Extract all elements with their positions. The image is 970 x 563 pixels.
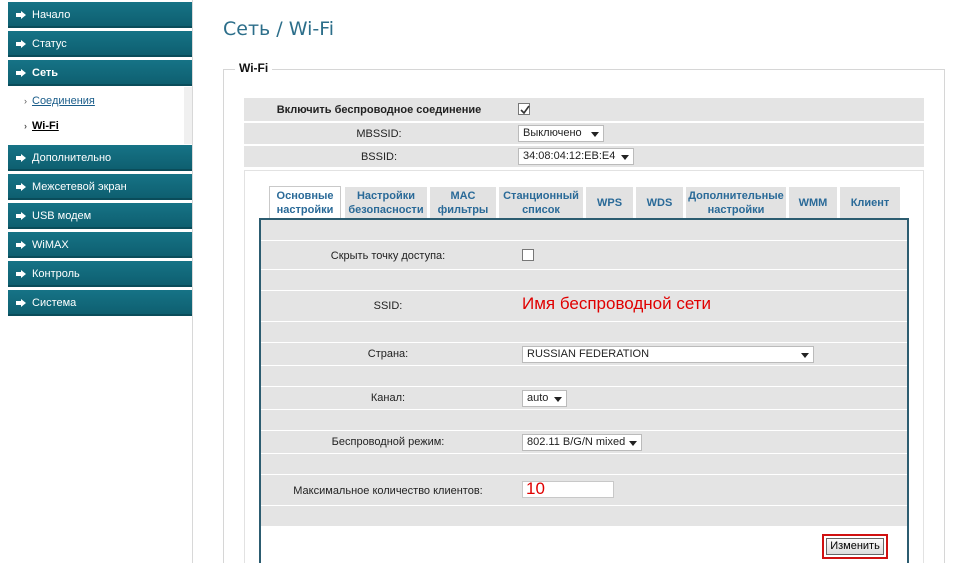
bssid-row bbox=[244, 146, 924, 168]
tab-wmm[interactable] bbox=[789, 187, 837, 218]
chevron-down-icon bbox=[629, 441, 637, 446]
channel-value: auto bbox=[527, 392, 549, 404]
max-clients-label: Максимальное количество клиентов: bbox=[293, 485, 483, 497]
tab-label: WDS bbox=[646, 196, 673, 209]
ssid-input[interactable] bbox=[522, 294, 711, 314]
sidebar-subitem-connections[interactable] bbox=[24, 95, 95, 107]
sidebar-item-label: Статус bbox=[32, 38, 67, 50]
chevron-down-icon bbox=[554, 397, 562, 402]
channel-label: Канал: bbox=[370, 392, 406, 404]
chevron-down-icon bbox=[801, 353, 809, 358]
tab-label: фильтры bbox=[437, 203, 489, 216]
bullet-icon: › bbox=[24, 96, 27, 106]
sidebar bbox=[0, 0, 193, 563]
tab-wps[interactable] bbox=[586, 187, 633, 218]
chevron-down-icon bbox=[621, 155, 629, 160]
sidebar-item-start[interactable] bbox=[8, 2, 192, 28]
enable-wireless-checkbox[interactable] bbox=[518, 103, 530, 121]
country-row bbox=[261, 343, 907, 365]
arrow-right-icon bbox=[16, 232, 28, 258]
row-spacer bbox=[261, 410, 907, 430]
mbssid-value: Выключено bbox=[523, 127, 582, 139]
max-clients-input[interactable] bbox=[522, 481, 614, 498]
hide-ap-row bbox=[261, 241, 907, 269]
sidebar-item-label: Сеть bbox=[32, 67, 59, 79]
tab-label: настройки bbox=[707, 203, 765, 216]
arrow-right-icon bbox=[16, 2, 28, 28]
arrow-right-icon bbox=[16, 60, 28, 86]
country-value: RUSSIAN FEDERATION bbox=[527, 348, 650, 360]
arrow-right-icon bbox=[16, 290, 28, 316]
tab-label: MAC bbox=[450, 189, 476, 202]
page-title: Сеть / Wi-Fi bbox=[223, 18, 335, 40]
tab-label: Настройки bbox=[356, 189, 416, 202]
checkbox-unchecked[interactable] bbox=[522, 249, 534, 261]
row-spacer bbox=[261, 454, 907, 474]
max-clients-row bbox=[261, 475, 907, 505]
enable-wireless-label: Включить беспроводное соединение bbox=[276, 104, 482, 116]
tab-label: Клиент bbox=[850, 196, 890, 209]
arrow-right-icon bbox=[16, 261, 28, 287]
row-spacer bbox=[261, 366, 907, 386]
sidebar-item-firewall[interactable] bbox=[8, 174, 192, 200]
mbssid-row bbox=[244, 123, 924, 145]
sidebar-item-label: USB модем bbox=[32, 210, 92, 222]
max-clients-value: 10 bbox=[526, 479, 545, 498]
sidebar-item-label: Межсетевой экран bbox=[32, 181, 127, 193]
row-spacer bbox=[261, 270, 907, 290]
wireless-mode-select[interactable] bbox=[522, 434, 642, 451]
save-button[interactable]: Изменить bbox=[826, 538, 884, 555]
sidebar-item-label: Дополнительно bbox=[32, 152, 112, 164]
tab-mac-filters[interactable] bbox=[430, 187, 496, 218]
checkmark-icon bbox=[519, 104, 531, 116]
tab-label: WPS bbox=[596, 196, 623, 209]
tab-label: Станционный bbox=[503, 189, 579, 202]
tab-label: настройки bbox=[276, 204, 334, 216]
checkbox-checked[interactable] bbox=[518, 103, 530, 115]
sidebar-item-label: Контроль bbox=[32, 268, 80, 280]
sidebar-item-advanced[interactable] bbox=[8, 145, 192, 171]
row-spacer bbox=[261, 322, 907, 342]
tab-station-list[interactable] bbox=[499, 187, 583, 218]
row-spacer bbox=[261, 506, 907, 526]
sidebar-item-wimax[interactable] bbox=[8, 232, 192, 258]
tab-label: WMM bbox=[798, 196, 828, 209]
tab-label: Дополнительные bbox=[688, 189, 784, 202]
tab-security-settings[interactable] bbox=[345, 187, 427, 218]
sidebar-item-system[interactable] bbox=[8, 290, 192, 316]
hide-ap-label: Скрыть точку доступа: bbox=[330, 250, 446, 262]
arrow-right-icon bbox=[16, 31, 28, 57]
wireless-mode-label: Беспроводной режим: bbox=[331, 436, 445, 448]
bssid-value: 34:08:04:12:EB:E4 bbox=[523, 150, 616, 162]
row-spacer bbox=[261, 220, 907, 240]
wireless-mode-row bbox=[261, 431, 907, 453]
tab-advanced-settings[interactable] bbox=[686, 187, 786, 218]
save-button-highlight bbox=[822, 534, 888, 559]
wireless-mode-value: 802.11 B/G/N mixed bbox=[527, 436, 626, 448]
mbssid-label: MBSSID: bbox=[356, 128, 402, 140]
wifi-legend: Wi-Fi bbox=[235, 61, 272, 75]
ssid-value: Имя беспроводной сети bbox=[522, 294, 712, 313]
tab-client[interactable] bbox=[840, 187, 900, 218]
bullet-icon: › bbox=[24, 121, 27, 131]
channel-row bbox=[261, 387, 907, 409]
channel-select[interactable] bbox=[522, 390, 567, 407]
tab-label: список bbox=[522, 203, 560, 216]
sidebar-item-control[interactable] bbox=[8, 261, 192, 287]
sidebar-item-status[interactable] bbox=[8, 31, 192, 57]
tab-wds[interactable] bbox=[636, 187, 683, 218]
bssid-select[interactable] bbox=[518, 148, 634, 166]
chevron-down-icon bbox=[591, 132, 599, 137]
sidebar-subitem-label: Wi-Fi bbox=[32, 120, 59, 132]
arrow-right-icon bbox=[16, 203, 28, 229]
arrow-right-icon bbox=[16, 145, 28, 171]
ssid-row bbox=[261, 291, 907, 321]
sidebar-subitem-label: Соединения bbox=[32, 95, 95, 107]
mbssid-select[interactable] bbox=[518, 125, 604, 143]
tab-label: Основные bbox=[276, 190, 334, 202]
sidebar-item-label: WiMAX bbox=[32, 239, 69, 251]
sidebar-item-label: Начало bbox=[32, 9, 71, 21]
sidebar-item-label: Система bbox=[32, 297, 77, 309]
country-select[interactable] bbox=[522, 346, 814, 363]
sidebar-item-network[interactable] bbox=[8, 60, 192, 86]
hide-ap-checkbox[interactable] bbox=[522, 249, 534, 261]
country-label: Страна: bbox=[367, 348, 409, 360]
enable-wireless-row bbox=[244, 98, 924, 122]
sidebar-subitem-wifi[interactable] bbox=[24, 120, 59, 132]
tab-basic-settings[interactable] bbox=[269, 186, 341, 219]
bssid-label: BSSID: bbox=[360, 151, 398, 163]
ssid-label: SSID: bbox=[373, 300, 403, 312]
sidebar-item-usb-modem[interactable] bbox=[8, 203, 192, 229]
tab-label: безопасности bbox=[348, 203, 424, 216]
arrow-right-icon bbox=[16, 174, 28, 200]
